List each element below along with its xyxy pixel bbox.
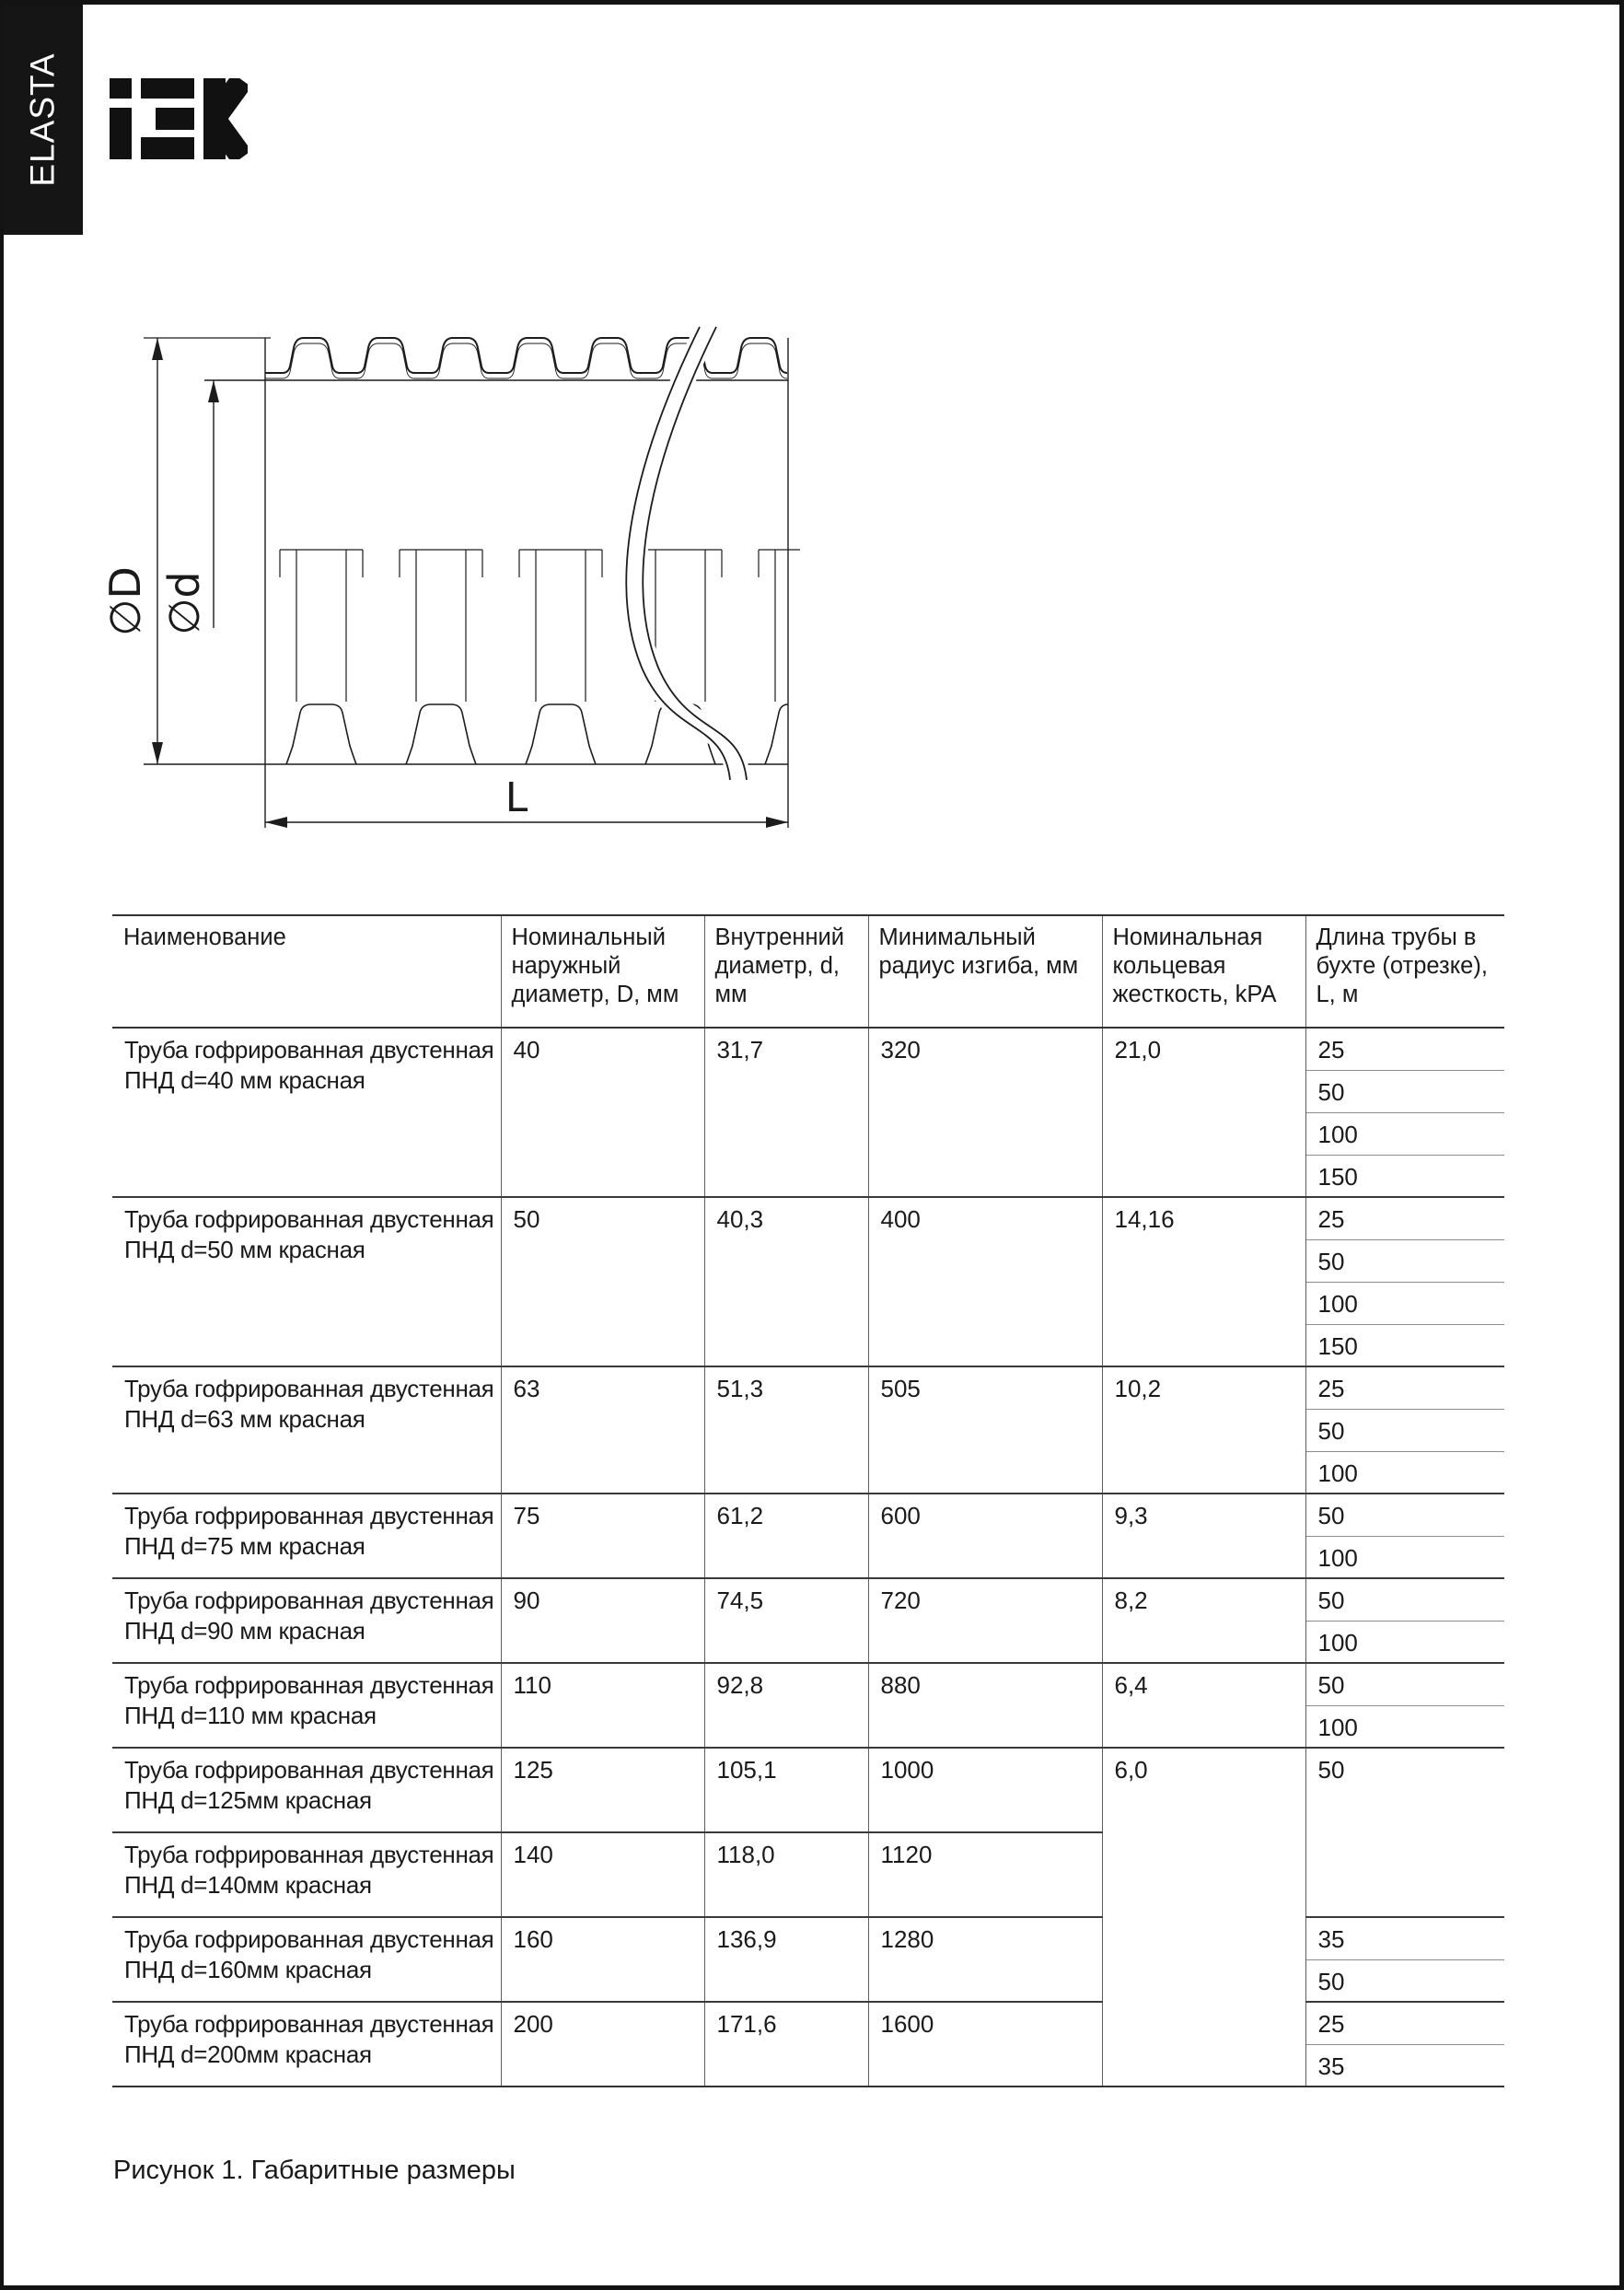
outer-diameter-value: 40	[501, 1028, 704, 1197]
product-name	[112, 1366, 501, 1494]
product-name-line1: Труба гофрированная двустенная	[124, 1671, 494, 1699]
table-row	[112, 1366, 1504, 1409]
length-value: 50	[1305, 1663, 1504, 1705]
product-name	[112, 1578, 501, 1663]
dim-outer-diameter	[152, 338, 163, 764]
inner-diameter-value: 40,3	[704, 1197, 868, 1366]
length-value: 35	[1305, 2044, 1504, 2087]
outer-diameter-value: 50	[501, 1197, 704, 1366]
cable-curve	[626, 327, 747, 780]
stiffness-value: 6,0	[1102, 1748, 1305, 2087]
inner-diameter-value: 51,3	[704, 1366, 868, 1494]
length-value: 50	[1305, 1494, 1504, 1536]
bend-radius-value: 1000	[868, 1748, 1102, 1832]
outer-diameter-value: 63	[501, 1366, 704, 1494]
pipe-drawing	[87, 189, 823, 879]
stiffness-value: 8,2	[1102, 1578, 1305, 1663]
header-inner-diameter: Внутренний диаметр, d, мм	[704, 915, 868, 1028]
inner-diameter-value: 61,2	[704, 1494, 868, 1578]
product-name-line2: ПНД d=110 мм красная	[124, 1702, 377, 1729]
product-name-line1: Труба гофрированная двустенная	[124, 1841, 494, 1868]
stiffness-value: 9,3	[1102, 1494, 1305, 1578]
length-value: 50	[1305, 1409, 1504, 1451]
product-name-line2: ПНД d=140мм красная	[124, 1871, 372, 1899]
length-value: 25	[1305, 1366, 1504, 1409]
outer-diameter-value: 160	[501, 1917, 704, 2002]
header-name: Наименование	[112, 915, 501, 1028]
product-name-line2: ПНД d=40 мм красная	[124, 1066, 365, 1094]
header-length: Длина трубы в бухте (отрезке), L, м	[1305, 915, 1504, 1028]
product-name-line1: Труба гофрированная двустенная	[124, 1036, 494, 1064]
length-value: 100	[1305, 1621, 1504, 1663]
length-value: 50	[1305, 1748, 1504, 1917]
length-value: 50	[1305, 1578, 1504, 1621]
dim-length-label: L	[505, 774, 528, 821]
length-value: 25	[1305, 1197, 1504, 1239]
product-name	[112, 2002, 501, 2087]
table-row	[112, 1197, 1504, 1239]
stiffness-value: 10,2	[1102, 1366, 1305, 1494]
product-name	[112, 1748, 501, 1832]
table-row	[112, 1028, 1504, 1070]
inner-diameter-value: 118,0	[704, 1832, 868, 1917]
product-name-line2: ПНД d=90 мм красная	[124, 1617, 365, 1645]
bend-radius-value: 1120	[868, 1832, 1102, 1917]
outer-diameter-value: 200	[501, 2002, 704, 2087]
bend-radius-value: 600	[868, 1494, 1102, 1578]
product-name-line1: Труба гофрированная двустенная	[124, 1375, 494, 1402]
inner-diameter-value: 136,9	[704, 1917, 868, 2002]
length-value: 25	[1305, 2002, 1504, 2044]
product-name-line1: Труба гофрированная двустенная	[124, 1756, 494, 1784]
product-name-line2: ПНД d=75 мм красная	[124, 1532, 365, 1560]
length-value: 100	[1305, 1112, 1504, 1155]
table-row	[112, 1663, 1504, 1705]
inner-diameter-value: 105,1	[704, 1748, 868, 1832]
length-value: 100	[1305, 1451, 1504, 1494]
length-value: 100	[1305, 1536, 1504, 1578]
stiffness-value: 21,0	[1102, 1028, 1305, 1197]
length-value: 50	[1305, 1959, 1504, 2002]
length-value: 50	[1305, 1239, 1504, 1282]
product-name-line2: ПНД d=125мм красная	[124, 1786, 372, 1814]
bend-radius-value: 505	[868, 1366, 1102, 1494]
inner-corrugation-lines	[280, 550, 800, 702]
header-outer-diameter: Номинальный наружный диаметр, D, мм	[501, 915, 704, 1028]
product-name-line1: Труба гофрированная двустенная	[124, 2010, 494, 2038]
product-name	[112, 1494, 501, 1578]
iek-logo	[110, 78, 248, 159]
product-name	[112, 1663, 501, 1748]
product-name-line2: ПНД d=63 мм красная	[124, 1405, 365, 1433]
bend-radius-value: 400	[868, 1197, 1102, 1366]
product-name-line2: ПНД d=50 мм красная	[124, 1236, 365, 1263]
length-value: 35	[1305, 1917, 1504, 1959]
stiffness-value: 6,4	[1102, 1663, 1305, 1748]
inner-diameter-value: 74,5	[704, 1578, 868, 1663]
length-value: 50	[1305, 1070, 1504, 1112]
product-name-line1: Труба гофрированная двустенная	[124, 1925, 494, 1953]
inner-diameter-value: 31,7	[704, 1028, 868, 1197]
brand-box	[4, 5, 83, 235]
inner-diameter-value: 171,6	[704, 2002, 868, 2087]
length-value: 150	[1305, 1155, 1504, 1197]
header-ring-stiffness: Номинальная кольцевая жесткость, kPA	[1102, 915, 1305, 1028]
product-name-line1: Труба гофрированная двустенная	[124, 1205, 494, 1233]
dim-inner-label: ∅d	[159, 571, 209, 635]
product-name	[112, 1917, 501, 2002]
bend-radius-value: 1280	[868, 1917, 1102, 2002]
outer-diameter-value: 75	[501, 1494, 704, 1578]
product-name-line1: Труба гофрированная двустенная	[124, 1587, 494, 1614]
product-name-line1: Труба гофрированная двустенная	[124, 1502, 494, 1529]
header-bend-radius: Минимальный радиус изгиба, мм	[868, 915, 1102, 1028]
outer-diameter-value: 110	[501, 1663, 704, 1748]
outer-diameter-value: 90	[501, 1578, 704, 1663]
dim-inner-diameter	[208, 380, 219, 628]
length-value: 100	[1305, 1705, 1504, 1748]
outer-diameter-value: 140	[501, 1832, 704, 1917]
figure-caption: Рисунок 1. Габаритные размеры	[113, 2156, 516, 2185]
length-value: 150	[1305, 1324, 1504, 1366]
bend-radius-value: 720	[868, 1578, 1102, 1663]
inner-diameter-value: 92,8	[704, 1663, 868, 1748]
product-name	[112, 1197, 501, 1366]
dim-outer-label: ∅D	[100, 566, 150, 636]
stiffness-value: 14,16	[1102, 1197, 1305, 1366]
bend-radius-value: 880	[868, 1663, 1102, 1748]
bend-radius-value: 1600	[868, 2002, 1102, 2087]
outer-diameter-value: 125	[501, 1748, 704, 1832]
table-row	[112, 1578, 1504, 1621]
length-value: 100	[1305, 1282, 1504, 1324]
table-row	[112, 1748, 1504, 1832]
product-name-line2: ПНД d=200мм красная	[124, 2040, 372, 2068]
table-row	[112, 1494, 1504, 1536]
product-name	[112, 1832, 501, 1917]
header-row	[112, 915, 1504, 1028]
product-name	[112, 1028, 501, 1197]
brand-vertical-label: ELASTA	[24, 52, 62, 187]
length-value: 25	[1305, 1028, 1504, 1070]
spec-table	[112, 914, 1504, 2087]
bend-radius-value: 320	[868, 1028, 1102, 1197]
product-name-line2: ПНД d=160мм красная	[124, 1956, 372, 1983]
